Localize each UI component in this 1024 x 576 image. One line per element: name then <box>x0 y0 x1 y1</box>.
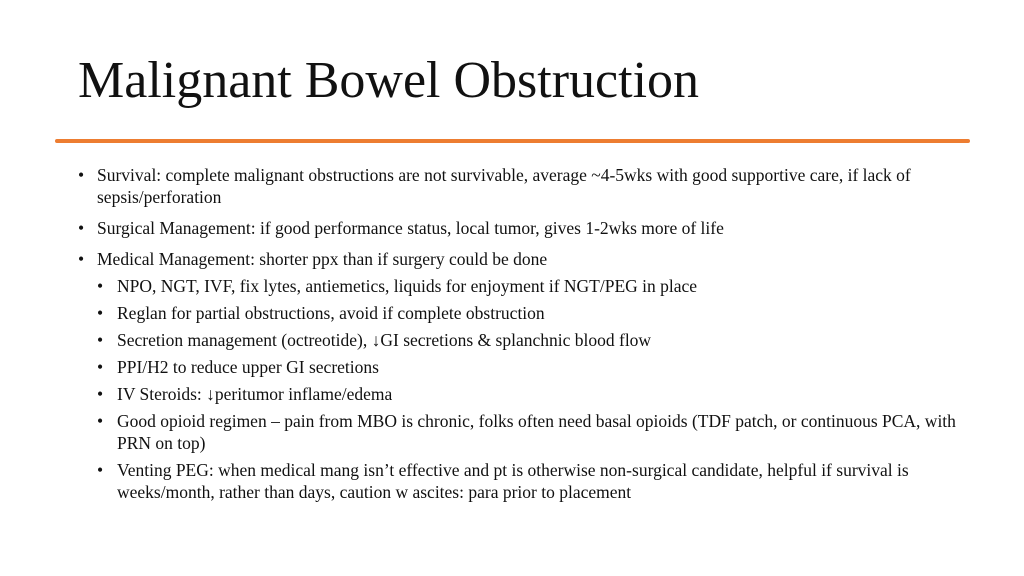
bullet-list <box>78 164 958 503</box>
list-item-text: Surgical Management: if good performance status, local tumor, gives 1-2wks more of life <box>97 218 724 238</box>
sub-list-item <box>97 302 958 324</box>
bullet-marker: • <box>97 303 104 323</box>
sub-list-item-text: NPO, NGT, IVF, fix lytes, antiemetics, liquids for enjoyment if NGT/PEG in place <box>117 276 698 296</box>
bullet-marker: • <box>97 460 104 480</box>
list-item <box>78 164 958 208</box>
bullet-marker: • <box>78 218 85 238</box>
list-item-text: Survival: complete malignant obstructions are not survivable, average ~4-5wks with good supportive care, if lack of sepsis/perforation <box>97 165 911 207</box>
sub-list-item-text: PPI/H2 to reduce upper GI secretions <box>117 357 379 377</box>
list-item-text: Medical Management: shorter ppx than if surgery could be done <box>97 249 548 269</box>
sub-list-item-text: IV Steroids: ↓peritumor inflame/edema <box>117 384 393 404</box>
bullet-marker: • <box>97 330 104 350</box>
sub-list-item-text: Secretion management (octreotide), ↓GI secretions & splanchnic blood flow <box>117 330 652 350</box>
sub-list-item-text: Reglan for partial obstructions, avoid if complete obstruction <box>117 303 545 323</box>
bullet-marker: • <box>78 165 85 185</box>
sub-list-item <box>97 275 958 297</box>
bullet-marker: • <box>97 276 104 296</box>
sub-bullet-list <box>97 275 958 503</box>
bullet-marker: • <box>78 249 85 269</box>
sub-list-item <box>97 459 958 503</box>
title-divider <box>55 139 970 143</box>
slide-content <box>78 164 958 512</box>
sub-list-item <box>97 356 958 378</box>
slide-title: Malignant Bowel Obstruction <box>78 52 700 109</box>
sub-list-item-text: Venting PEG: when medical mang isn’t effective and pt is otherwise non-surgical candidate, helpful if survival is weeks/month, rather than days, caution w ascites: para prior to placement <box>117 460 909 502</box>
bullet-marker: • <box>97 411 104 431</box>
bullet-marker: • <box>97 384 104 404</box>
list-item <box>78 248 958 503</box>
sub-list-item-text: Good opioid regimen – pain from MBO is chronic, folks often need basal opioids (TDF patch, or continuous PCA, with PRN on top) <box>117 411 956 453</box>
sub-list-item <box>97 410 958 454</box>
list-item <box>78 217 958 239</box>
sub-list-item <box>97 383 958 405</box>
sub-list-item <box>97 329 958 351</box>
bullet-marker: • <box>97 357 104 377</box>
